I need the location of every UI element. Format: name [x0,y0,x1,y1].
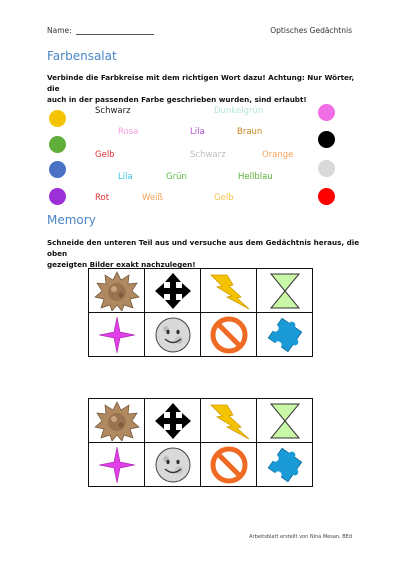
name-label-row [47,26,154,35]
instruction-line: Schneide den unteren Teil aus und versuche aus dem Gedächtnis heraus, die oben [47,238,360,258]
memory-card[interactable] [89,269,145,313]
color-word[interactable]: Schwarz [95,106,131,116]
memory-card[interactable] [145,269,201,313]
memory-card[interactable] [257,443,313,487]
color-word[interactable]: Orange [262,150,294,160]
puzzle-tile-icon [265,445,305,485]
color-word[interactable]: Schwarz [190,150,226,160]
memory-grid-top [88,268,313,357]
color-word[interactable]: Grün [166,172,187,182]
color-word[interactable]: Lila [118,172,133,182]
color-word[interactable]: Rosa [118,127,139,137]
worksheet-topic: Optisches Gedächtnis [270,26,352,35]
memory-card[interactable] [257,269,313,313]
color-word[interactable]: Hellblau [238,172,273,182]
sunburst-icon [94,401,140,441]
four-arrows-icon [153,401,193,441]
smiley-moon-icon [153,315,193,355]
color-dot-purple[interactable] [49,188,66,205]
color-word[interactable]: Braun [237,127,263,137]
memory-card[interactable] [201,269,257,313]
color-dot-green[interactable] [49,136,66,153]
instruction-line: gezeigten Bilder exakt nachzulegen! [47,260,196,269]
four-point-star-icon [97,445,137,485]
footer-credit: Arbeitsblatt erstellt von Nina Mesan, BEd [249,534,352,540]
instruction-line: auch in der passenden Farbe geschrieben wurden, sind erlaubt! [47,95,307,104]
memory-card[interactable] [201,443,257,487]
memory-card[interactable] [145,399,201,443]
color-dot-blue[interactable] [49,161,66,178]
memory-card[interactable] [89,399,145,443]
prohibition-icon [209,315,249,355]
instruction-line: Verbinde die Farbkreise mit dem richtigen Wort dazu! Achtung: Nur Wörter, die [47,73,355,93]
hourglass-icon [268,401,302,441]
color-dot-black[interactable] [318,131,335,148]
memory-grid-bottom [88,398,313,487]
color-dot-yellow[interactable] [49,110,66,127]
section2-instruction [47,237,367,270]
four-point-star-icon [97,315,137,355]
color-dot-lightgray[interactable] [318,160,335,177]
color-word[interactable]: Dunkelgrün [214,106,264,116]
section1-instruction [47,72,367,105]
color-word[interactable]: Lila [190,127,205,137]
prohibition-icon [209,445,249,485]
memory-card[interactable] [89,313,145,357]
memory-card[interactable] [145,443,201,487]
color-word[interactable]: Rot [95,193,110,203]
name-label: Name: [47,26,72,35]
memory-card[interactable] [201,399,257,443]
name-blank-line[interactable] [76,28,154,35]
four-arrows-icon [153,271,193,311]
puzzle-tile-icon [265,315,305,355]
section-title-farbensalat: Farbensalat [47,49,117,63]
color-dot-red[interactable] [318,188,335,205]
memory-card[interactable] [257,399,313,443]
memory-card[interactable] [201,313,257,357]
hourglass-icon [268,271,302,311]
lightning-icon [207,401,251,441]
color-word[interactable]: Gelb [95,150,115,160]
sunburst-icon [94,271,140,311]
memory-card[interactable] [89,443,145,487]
smiley-moon-icon [153,445,193,485]
section-title-memory: Memory [47,213,96,227]
memory-card[interactable] [145,313,201,357]
color-word[interactable]: Weiß [142,193,163,203]
lightning-icon [207,271,251,311]
color-dot-pink[interactable] [318,104,335,121]
memory-card[interactable] [257,313,313,357]
color-word[interactable]: Gelb [214,193,234,203]
